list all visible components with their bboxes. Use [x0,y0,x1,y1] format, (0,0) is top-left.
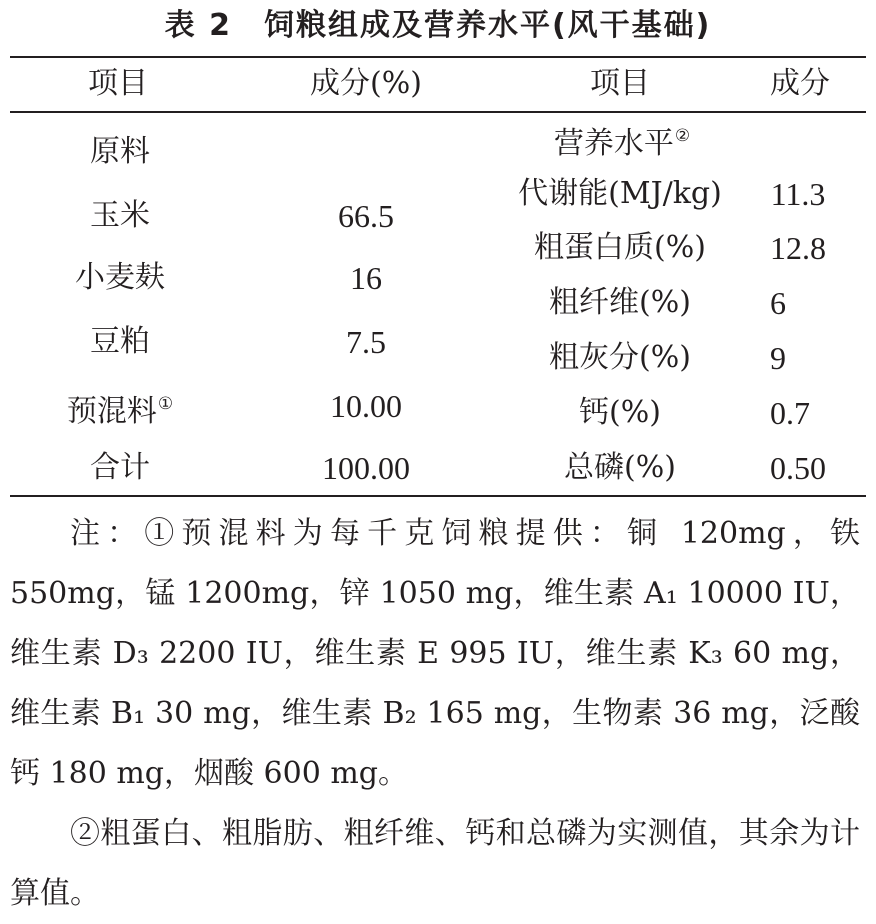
header-value-right: 成分 [770,66,830,101]
header-value-left: 成分(%) [310,66,422,101]
right-value-cell: 11.3 [770,176,826,212]
left-item-cell: 小麦麸 [75,260,165,295]
right-value-cell: 9 [770,340,786,376]
table-top-rule [10,56,866,58]
table-notes [10,504,860,924]
table-header-rule [10,111,866,113]
right-item-cell: 粗纤维(%) [549,285,691,320]
right-item-cell: 营养水平② [553,126,691,161]
left-value-cell: 10.00 [330,388,402,424]
right-value-cell: 0.50 [770,450,826,486]
right-value-cell: 0.7 [770,395,810,431]
right-item-cell: 总磷(%) [564,450,676,485]
footnote-marker: ① [157,394,174,414]
footnote-marker: ② [674,126,691,146]
left-value-cell: 16 [350,260,382,296]
footnote-1: 注：①预混料为每千克饲粮提供：铜 120mg，铁 550mg，锰 1200mg，锌 1050 mg，维生素 A₁ 10000 IU，维生素 D₃ 2200 IU，维生素 E 995 IU，维生素 K₃ 60 mg，维生素 B₁ 30 mg，维生素 B₂ 165 mg，生物素 36 mg，泛酸钙 180 mg，烟酸 600 mg。 [10,516,860,791]
table-bottom-rule [10,495,866,497]
right-item-cell: 代谢能(MJ/kg) [518,176,722,211]
left-item-cell: 原料 [90,134,150,169]
right-item-cell: 粗灰分(%) [549,340,691,375]
right-value-cell: 6 [770,285,786,321]
left-value-cell: 100.00 [322,450,410,486]
left-value-cell: 7.5 [346,324,386,360]
header-item-left: 项目 [88,66,148,101]
right-value-cell: 12.8 [770,230,826,266]
header-item-right: 项目 [590,66,650,101]
left-item-cell: 豆粕 [90,324,150,359]
left-value-cell: 66.5 [338,198,394,234]
left-item-cell: 预混料① [66,394,174,429]
left-item-cell: 合计 [90,450,150,485]
footnote-2: ②粗蛋白、粗脂肪、粗纤维、钙和总磷为实测值，其余为计算值。 [10,816,860,911]
left-item-cell: 玉米 [90,198,150,233]
table-caption: 表 2 饲粮组成及营养水平(风干基础) [164,8,712,43]
right-item-cell: 钙(%) [579,395,661,430]
right-item-cell: 粗蛋白质(%) [534,230,706,265]
